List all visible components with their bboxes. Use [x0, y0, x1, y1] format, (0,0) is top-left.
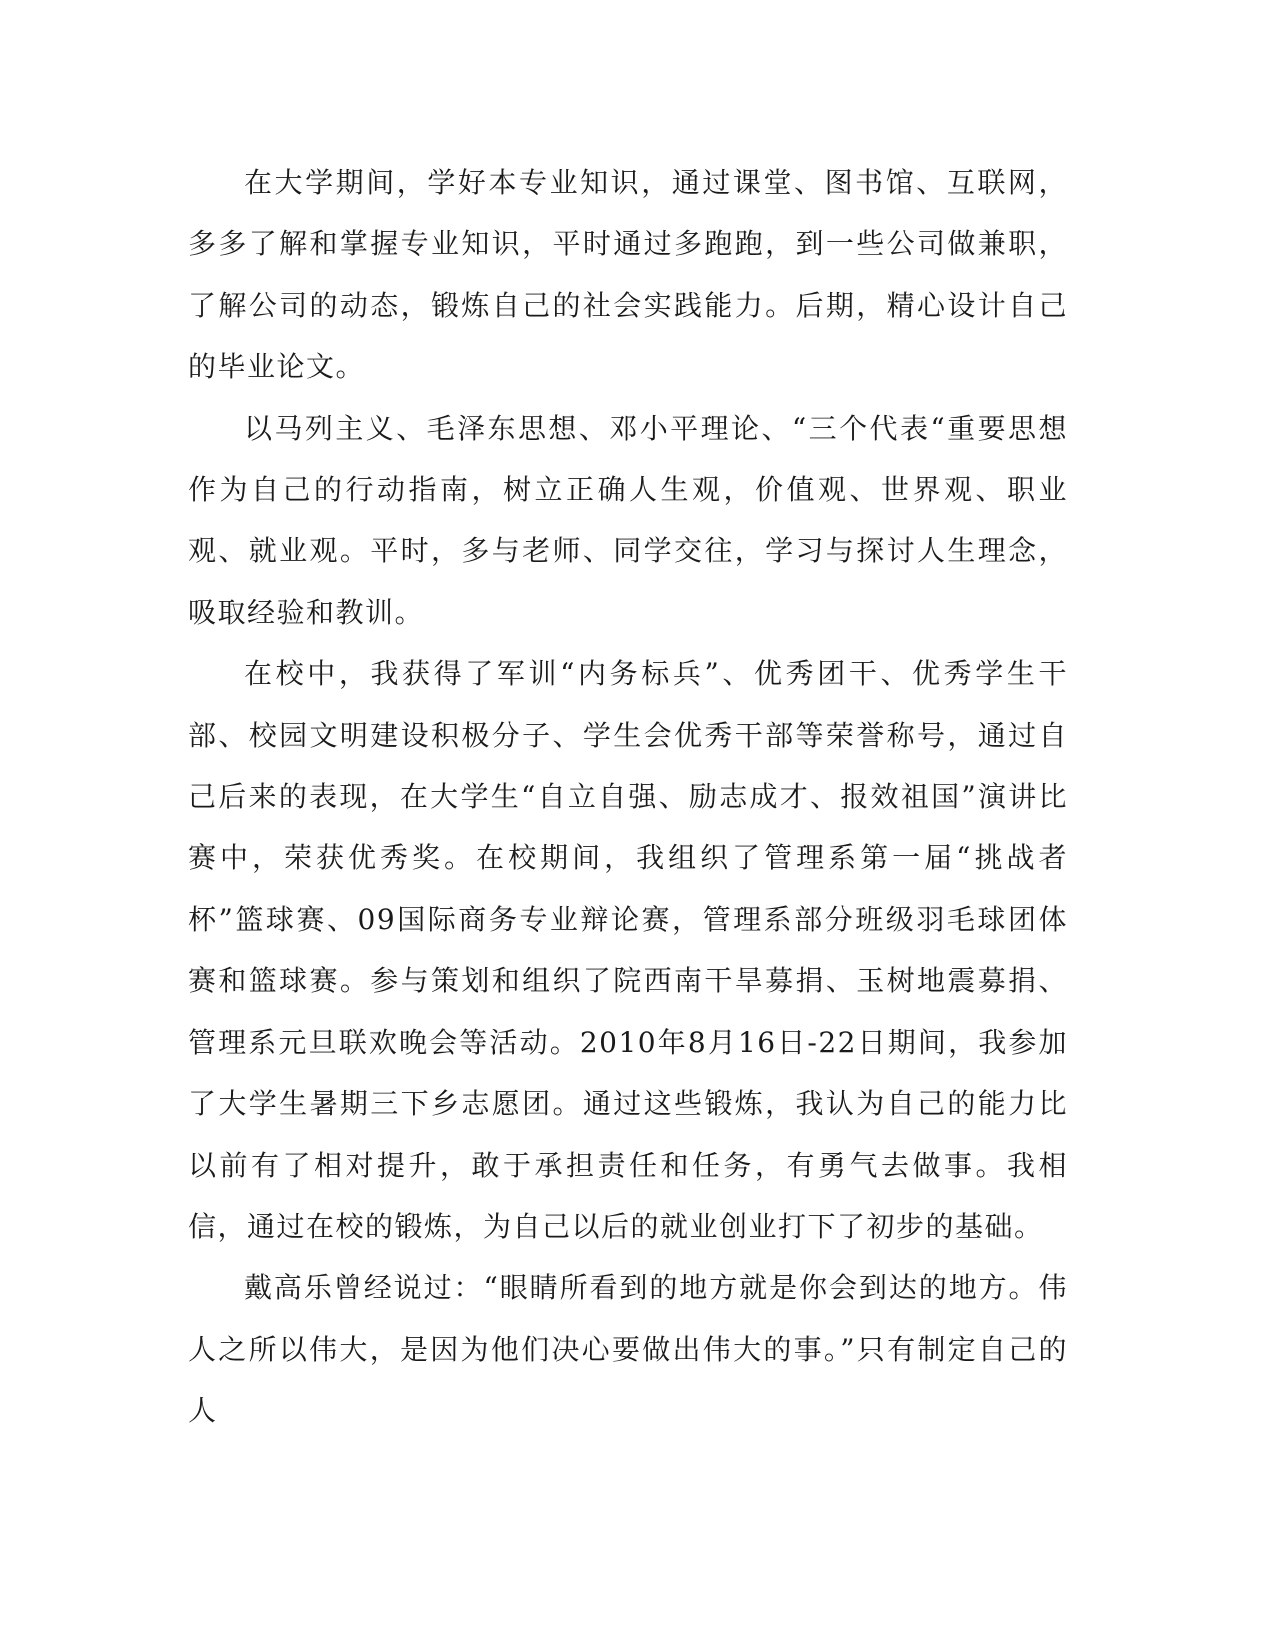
paragraph-quote: 戴高乐曾经说过：“眼睛所看到的地方就是你会到达的地方。伟人之所以伟大，是因为他们决心要做出伟大的事。”只有制定自己的人 [188, 1271, 1068, 1428]
paragraph-study-plan: 在大学期间，学好本专业知识，通过课堂、图书馆、互联网，多多了解和掌握专业知识，平时通过多跑跑，到一些公司做兼职，了解公司的动态，锻炼自己的社会实践能力。后期，精心设计自己的毕业论文。 [188, 166, 1068, 384]
paragraph-achievements: 在校中，我获得了军训“内务标兵”、优秀团干、优秀学生干部、校园文明建设积极分子、学生会优秀干部等荣誉称号，通过自己后来的表现，在大学生“自立自强、励志成才、报效祖国”演讲比赛中，荣获优秀奖。在校期间，我组织了管理系第一届“挑战者杯”篮球赛、09国际商务专业辩论赛，管理系部分班级羽毛球团体赛和篮球赛。参与策划和组织了院西南干旱募捐、玉树地震募捐、管理系元旦联欢晚会等活动。2010年8月16日-22日期间，我参加了大学生暑期三下乡志愿团。通过这些锻炼，我认为自己的能力比以前有了相对提升，敢于承担责任和任务，有勇气去做事。我相信，通过在校的锻炼，为自己以后的就业创业打下了初步的基础。 [188, 657, 1068, 1243]
document-body [188, 152, 1068, 1442]
paragraph-ideology: 以马列主义、毛泽东思想、邓小平理论、“三个代表“重要思想作为自己的行动指南，树立正确人生观，价值观、世界观、职业观、就业观。平时，多与老师、同学交往，学习与探讨人生理念，吸取经验和教训。 [188, 411, 1068, 629]
